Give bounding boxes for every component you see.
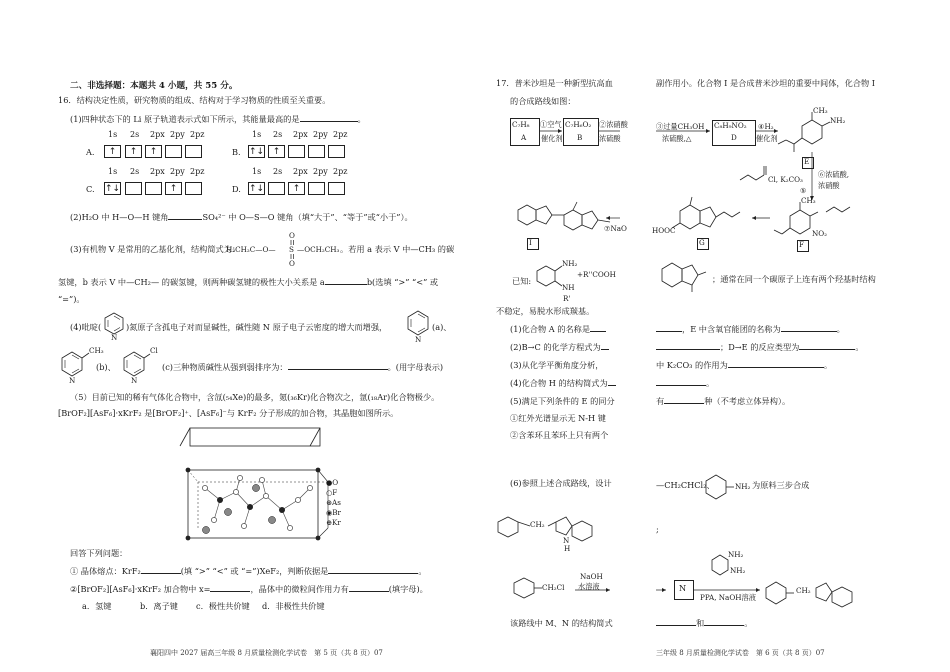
q17-sub6-end: 该路线中 M、N 的结构简式 <box>510 618 613 628</box>
q16-part3e: “=”)。 <box>58 294 85 304</box>
imidazole-H: H <box>564 544 571 553</box>
right-footer: 三年级 8 月质量检测化学试卷 第 6 页（共 8 页）07 <box>656 649 825 657</box>
section-title: 二、非选择题：本题共 4 小题，共 55 分。 <box>70 81 238 91</box>
q16-part4d: (b)、 <box>96 362 116 372</box>
choice-d: d．非极性共价键 <box>262 601 325 611</box>
q17-sub5-cont: 有 种（不考虑立体异构）。 <box>656 396 791 406</box>
q16-part3a: (3)有机物 V 是常用的乙基化剂，结构简式为： <box>70 244 241 254</box>
choice-b: b．离子键 <box>140 601 178 611</box>
compound-B-label: B <box>577 133 583 142</box>
orbital-cell: ↑↓ <box>249 147 265 157</box>
q17-sub5-cond2: ②含苯环且苯环上只有两个 <box>510 430 609 440</box>
compound-N-label: N <box>679 583 687 593</box>
orbital-cell: ↑ <box>125 145 142 158</box>
F-no2: NO₂ <box>812 229 828 238</box>
orbital-cell: ↑ <box>104 145 121 158</box>
known-r: R' <box>563 294 571 303</box>
aniline-nh2: NH₂ <box>735 482 751 491</box>
q17-sub2-cont: ；D→E 的反应类型为 。 <box>656 342 864 353</box>
q17-intro-cont: 副作用小。化合物 I 是合成普米沙坦的重要中间体，化合物 I <box>656 78 875 88</box>
q17-sub6-answer: 和 。 <box>656 618 752 629</box>
q17-sub1-cont: ，E 中含氧官能团的名称为 。 <box>656 324 845 335</box>
answer-prompt: 回答下列问题： <box>70 548 128 558</box>
compound-C-formula: C₈H₉NO₂ <box>714 121 747 130</box>
q17-sub2: (2)B→C 的化学方程式为 <box>510 342 609 353</box>
legend-O: ●O <box>326 478 339 487</box>
q17-sub5-cond1: ①红外光谱显示无 N-H 键 <box>510 413 606 423</box>
sulfate-O-bottom: O <box>289 259 295 268</box>
pyridine-N: N <box>111 333 118 342</box>
orbital-cell: ↑ <box>288 182 305 195</box>
orbital-cell: ↑↓ <box>105 184 121 194</box>
q16-part3b: 。若用 a 表示 V 中—CH₃ 的碳 <box>340 244 455 254</box>
step2-reagent: ②浓硝酸 <box>599 120 628 129</box>
known-acid: +R''COOH <box>577 270 616 279</box>
q17-sub6-cont: —CH₂CHCl₂、 <box>656 480 715 490</box>
E-nh2: NH₂ <box>830 116 846 125</box>
compound-G-label: G <box>699 238 705 247</box>
choice-c: c．极性共价键 <box>196 601 250 611</box>
compound-B-formula: C₇H₆O₂ <box>565 120 592 129</box>
step1-reagent: ①空气 <box>540 120 562 129</box>
q17-sub6-colon: ; <box>656 524 659 534</box>
step1-condition: 催化剂 <box>541 134 563 143</box>
sulfate-S: S <box>289 245 294 254</box>
product-ch2: CH₂ <box>796 586 811 595</box>
step7-reagent: ⑦NaO <box>604 224 627 233</box>
orbital-cell: ↑ <box>165 182 182 195</box>
choice-a: a．氢键 <box>82 601 112 611</box>
q16-part4c: (a)、 <box>432 322 452 332</box>
q16-part1: (1)四种状态下的 Li 原子轨道表示式如下所示，其能量最高的是 。 <box>70 114 366 124</box>
q17-sub4-cont: 。 <box>656 378 714 389</box>
known-note-right: ；通常在同一个碳原子上连有两个羟基时结构 <box>712 274 876 284</box>
known-note: 不稳定，易脱水形成羰基。 <box>496 306 595 316</box>
step3-reagent: ③过量CH₃OH <box>656 122 705 131</box>
naoh-reagent: NaOH <box>580 572 603 581</box>
q17-route-intro: 的合成路线如图： <box>510 96 576 106</box>
q16-part5a: （5）目前已知的稀有气体化合物中，含氙(₅₄Xe)的最多，氪(₃₆Kr)化合物次之，氩(₁₈Ar)化合物极少。 <box>70 392 440 402</box>
pyridine-a-N: N <box>415 335 422 344</box>
F-ch3: CH₃ <box>801 196 816 205</box>
known-nh2: NH₂ <box>562 259 578 268</box>
q16-part4e: (c)三种物质碱性从强到弱排序为： 。(用字母表示) <box>162 362 444 372</box>
known-label: 已知: <box>512 276 532 286</box>
compound-F-label: F <box>799 240 804 249</box>
compound-A-formula: C₇H₈ <box>512 120 530 129</box>
benzyl-chloride-group: CH₂Cl <box>542 583 565 592</box>
orbital-cell: ↑↓ <box>249 184 265 194</box>
q16-part4a: (4)吡啶( <box>70 322 102 332</box>
step4-condition: 催化剂 <box>756 134 778 143</box>
diamine-nh2-bottom: NH₂ <box>730 566 746 575</box>
step6-reagent: ⑥浓硫酸, <box>818 170 850 179</box>
q17-stem: 17．普米沙坦是一种新型抗高血 <box>496 78 613 88</box>
q17-sub5: (5)满足下列条件的 E 的同分 <box>510 396 615 406</box>
ppa-condition: PPA, NaOH溶液 <box>700 593 756 602</box>
naoh-condition: 水溶液 <box>578 582 600 591</box>
pyridine-c-N: N <box>131 376 138 385</box>
q17-sub3-cont: 中 K₂CO₃ 的作用为 。 <box>656 360 833 370</box>
compound-I-label: I <box>529 238 532 247</box>
step3-condition: 浓硫酸,△ <box>662 134 692 143</box>
q16-part2: (2)H₂O 中 H—O—H 键角 SO₄²⁻ 中 O—S—O 键角（填“大于”、“等于”或“小于”）。 <box>70 212 413 222</box>
legend-Br: ◉Br <box>326 508 341 517</box>
E-ch3: CH₃ <box>813 106 828 115</box>
orbital-cell: ↑ <box>145 145 162 158</box>
q17-sub4: (4)化合物 H 的结构简式为 <box>510 378 616 389</box>
q16-part3c: 氢键，b 表示 V 中—CH₂— 的碳氢键，则两种碳氢键的极性大小关系是 a b(选填 “>” “<” 或 <box>58 277 439 287</box>
compound-A-label: A <box>521 133 527 142</box>
q17-sub3: (3)从化学平衡角度分析， <box>510 360 604 370</box>
orbital-cell: ↑ <box>268 145 285 158</box>
q17-sub1: (1)化合物 A 的名称是 <box>510 324 606 335</box>
q17-sub6: (6)参照上述合成路线，设计 <box>510 478 612 488</box>
q16-5-1: ① 晶体熔点：KrF₂ (填 “>” “<” 或 “=”)XeF₂，判断依据是 。 <box>70 566 427 576</box>
step4-reagent: ④H₂ <box>758 122 774 131</box>
step6-condition: 浓硝酸 <box>818 181 840 190</box>
imidazole-N: N <box>563 536 570 545</box>
question-16-stem: 16．结构决定性质，研究物质的组成、结构对于学习物质的性质至关重要。 <box>58 95 331 105</box>
sulfate-formula-right: —OCH₂CH₃ <box>297 245 340 254</box>
q16-part4b: )氮原子含孤电子对而显碱性，碱性随 N 原子电子云密度的增大而增强， <box>126 322 388 332</box>
legend-Kr: ⊕Kr <box>326 518 341 527</box>
q17-sub6-cont2: 为原料三步合成 <box>752 480 810 490</box>
benzyl-ch2: CH₂ <box>530 520 545 529</box>
known-nh: NH <box>562 283 575 292</box>
legend-As: ⊛As <box>326 498 341 507</box>
pyridine-b-N: N <box>69 376 76 385</box>
left-footer: 襄阳四中 2027 届高三年级 8 月质量检测化学试卷 第 5 页（共 8 页）07 <box>150 649 383 657</box>
G-hooc: HOOC <box>652 226 676 235</box>
step5-label: ⑤ <box>800 186 807 195</box>
chloro-label: Cl <box>150 346 158 355</box>
step2-condition: 浓硫酸 <box>599 134 621 143</box>
q16-part5b: [BrOF₂][AsF₆]·xKrF₂ 是[BrOF₂]⁺、[AsF₆]⁻与 KrF₂ 分子形成的加合物，其晶胞如图所示。 <box>58 408 399 418</box>
sulfate-O-top: O <box>289 231 295 240</box>
compound-E-label: E <box>804 157 810 166</box>
sulfate-formula-left: H₃CH₂C—O— <box>226 245 276 254</box>
diamine-nh2-top: NH₂ <box>728 550 744 559</box>
methyl-label: CH₃ <box>89 346 104 355</box>
q16-5-2: ②[BrOF₂][AsF₆]·xKrF₂ 加合物中 x= ，晶体中的微粒间作用力有 (填字母)。 <box>70 584 428 594</box>
acyl-chloride-reagent: Cl, K₂CO₃ <box>768 175 803 184</box>
compound-D-label: D <box>731 133 737 142</box>
legend-F: ○F <box>326 488 338 497</box>
